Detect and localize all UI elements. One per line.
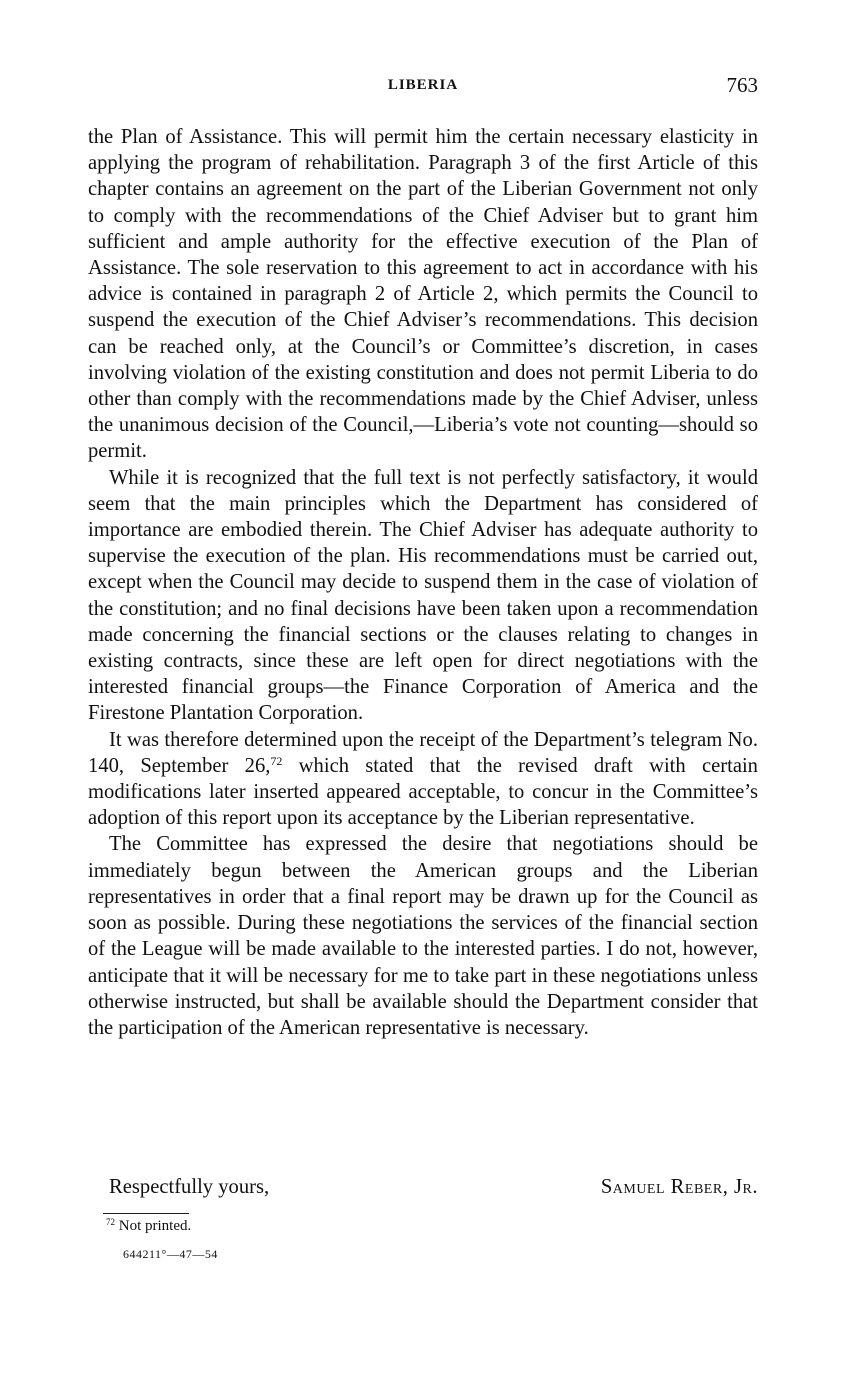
footnote-text: Not printed. (115, 1218, 192, 1234)
page-header (88, 73, 758, 103)
signature: Samuel Reber, Jr. (600, 1176, 758, 1198)
footnote-reference: 72 (270, 753, 283, 768)
footnote-divider (103, 1213, 189, 1214)
paragraph-2: While it is recognized that the full text is not perfectly satisfactory, it would seem that the main principles which the Department has considered of importance are embodied therein. The Chief Adviser has adequate authority to supervise the execution of the plan. His recommendations must be carried out, except when the Council may decide to suspend them in the case of violation of the constitution; and no final decisions have been taken upon a recommendation made concerning the financial sections or the clauses relating to changes in existing contracts, since these are left open for direct negotiations with the interested financial groups—the Finance Corporation of America and the Firestone Plantation Corporation. (88, 466, 758, 725)
paragraph-3 (88, 727, 758, 832)
printer-code: 644211°—47—54 (123, 1247, 218, 1261)
complimentary-close: Respectfully yours, (109, 1176, 270, 1198)
document-body (88, 124, 758, 1041)
page-number: 763 (726, 73, 758, 97)
letter-closing (88, 1176, 758, 1204)
running-head: LIBERIA (387, 77, 459, 93)
paragraph-3-text-end: which stated that the revised draft with certain modifications later inserted appeared acceptable, to concur in the Committee’s adoption of this report upon its acceptance by the Liberian representative. (88, 754, 758, 830)
footnote (106, 1218, 191, 1235)
paragraph-3-text-start: It was therefore determined upon the receipt of the Department’s telegram No. 140, September 26, (88, 728, 758, 777)
paragraph-4: The Committee has expressed the desire that negotiations should be immediately begun between the American groups and the Liberian representatives in order that a final report may be drawn up for the Council as soon as possible. During these negotiations the services of the financial section of the League will be made available to the interested parties. I do not, however, anticipate that it will be necessary for me to take part in these negotiations unless otherwise instructed, but shall be available should the Department consider that the participation of the American representative is necessary. (88, 833, 758, 1039)
paragraph-1: the Plan of Assistance. This will permit him the certain necessary elasticity in applying the program of rehabilitation. Paragraph 3 of the first Article of this chapter contains an agreement on the part of the Liberian Government not only to comply with the recommendations of the Chief Adviser but to grant him sufficient and ample authority for the effective execution of the Plan of Assistance. The sole reservation to this agreement to act in accordance with his advice is contained in paragraph 2 of Article 2, which permits the Council to suspend the execution of the Chief Adviser’s recommendations. This decision can be reached only, at the Council’s or Committee’s discretion, in cases involving violation of the existing constitution and does not permit Liberia to do other than comply with the recommendations made by the Chief Adviser, unless the unanimous decision of the Council,—Liberia’s vote not counting—should so permit. (88, 126, 758, 463)
footnote-marker: 72 (106, 1217, 115, 1227)
